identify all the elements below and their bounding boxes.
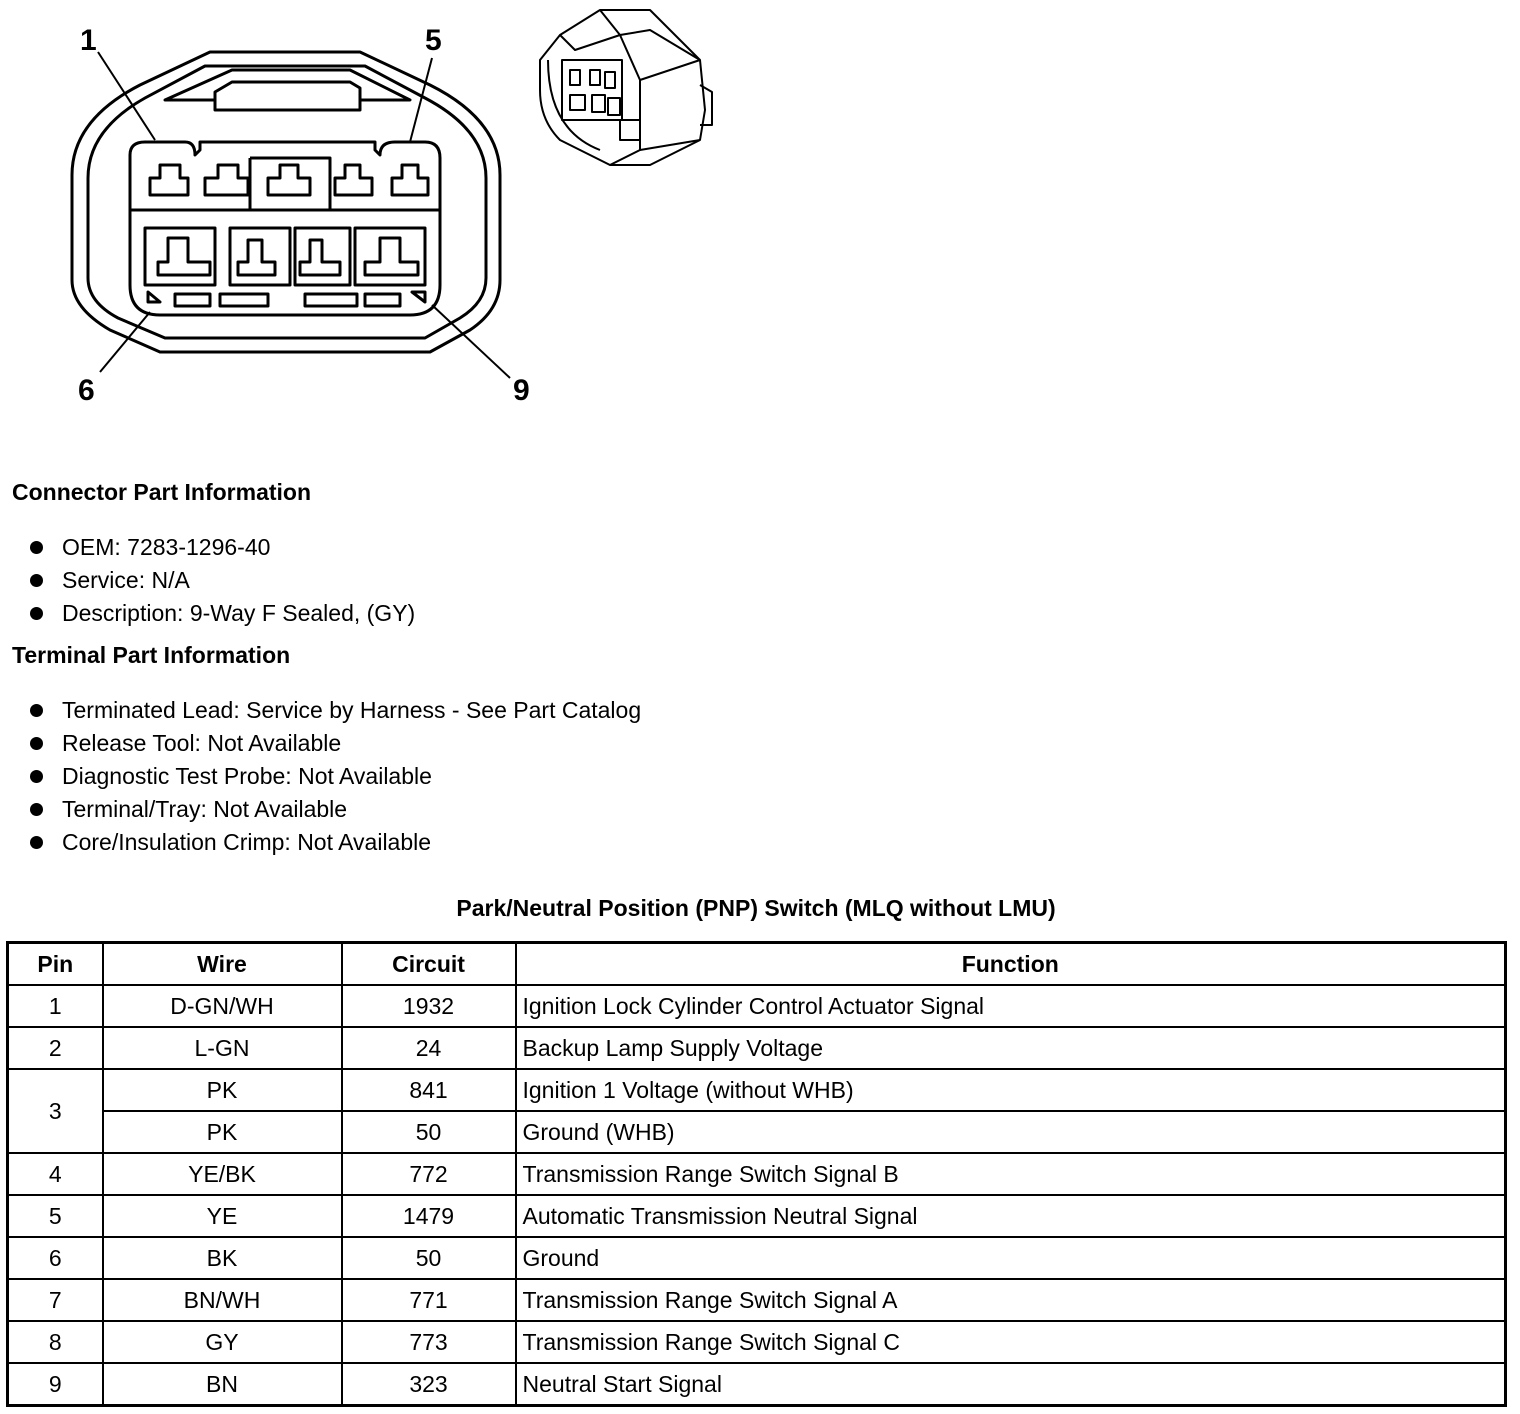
cell-circuit: 772 [342, 1153, 516, 1195]
pin-label-5: 5 [425, 24, 442, 57]
cell-pin: 5 [8, 1195, 103, 1237]
cell-wire: YE/BK [103, 1153, 342, 1195]
bullet-icon [30, 704, 43, 717]
cell-wire: GY [103, 1321, 342, 1363]
bullet-icon [30, 836, 43, 849]
header-wire: Wire [103, 943, 342, 986]
cell-wire: PK [103, 1111, 342, 1153]
cell-circuit: 323 [342, 1363, 516, 1406]
bullet-icon [30, 737, 43, 750]
cell-function: Transmission Range Switch Signal A [516, 1279, 1506, 1321]
header-circuit: Circuit [342, 943, 516, 986]
terminal-info-item [28, 826, 641, 859]
cell-pin: 2 [8, 1027, 103, 1069]
terminal-info-text: Release Tool: Not Available [62, 730, 342, 756]
cell-pin: 6 [8, 1237, 103, 1279]
header-function: Function [516, 943, 1506, 986]
terminal-info-text: Core/Insulation Crimp: Not Available [62, 829, 432, 855]
bullet-icon [30, 770, 43, 783]
terminal-info-item [28, 727, 641, 760]
cell-circuit: 1932 [342, 985, 516, 1027]
cell-pin: 8 [8, 1321, 103, 1363]
terminal-info-item [28, 694, 641, 727]
terminal-info-item [28, 760, 641, 793]
cell-wire: D-GN/WH [103, 985, 342, 1027]
bullet-icon [30, 574, 43, 587]
cell-function: Ignition Lock Cylinder Control Actuator Signal [516, 985, 1506, 1027]
bullet-icon [30, 541, 43, 554]
connector-info-text: Description: 9-Way F Sealed, (GY) [62, 600, 416, 626]
cell-function: Neutral Start Signal [516, 1363, 1506, 1406]
cell-pin: 4 [8, 1153, 103, 1195]
cell-circuit: 771 [342, 1279, 516, 1321]
cell-pin: 9 [8, 1363, 103, 1406]
connector-info-item [28, 597, 415, 630]
cell-circuit: 24 [342, 1027, 516, 1069]
connector-info-text: Service: N/A [62, 567, 190, 593]
cell-circuit: 50 [342, 1237, 516, 1279]
connector-info-title: Connector Part Information [12, 479, 312, 505]
terminal-info-list [28, 694, 641, 859]
cell-function: Backup Lamp Supply Voltage [516, 1027, 1506, 1069]
connector-info-text: OEM: 7283-1296-40 [62, 534, 271, 560]
cell-function: Automatic Transmission Neutral Signal [516, 1195, 1506, 1237]
table-header-row [8, 943, 1506, 986]
bullet-icon [30, 607, 43, 620]
terminal-info-title: Terminal Part Information [12, 642, 291, 668]
table-row [8, 1153, 1506, 1195]
pin-label-1: 1 [80, 24, 97, 57]
table-row [8, 1279, 1506, 1321]
table-row [8, 1363, 1506, 1406]
connector-diagram [0, 0, 760, 420]
cell-pin: 1 [8, 985, 103, 1027]
cell-function: Ground [516, 1237, 1506, 1279]
cell-function: Ignition 1 Voltage (without WHB) [516, 1069, 1506, 1111]
pin-label-9: 9 [513, 374, 530, 407]
cell-wire: BK [103, 1237, 342, 1279]
cell-wire: BN/WH [103, 1279, 342, 1321]
cell-wire: YE [103, 1195, 342, 1237]
pin-label-6: 6 [78, 374, 95, 407]
table-row [8, 985, 1506, 1027]
cell-function: Ground (WHB) [516, 1111, 1506, 1153]
pinout-table-title: Park/Neutral Position (PNP) Switch (MLQ without LMU) [456, 895, 1056, 921]
connector-info-item [28, 531, 415, 564]
table-row [8, 1237, 1506, 1279]
cell-wire: BN [103, 1363, 342, 1406]
cell-circuit: 773 [342, 1321, 516, 1363]
terminal-info-text: Terminated Lead: Service by Harness - See Part Catalog [62, 697, 642, 723]
connector-info-list [28, 531, 415, 630]
cell-circuit: 50 [342, 1111, 516, 1153]
cell-wire: L-GN [103, 1027, 342, 1069]
terminal-info-text: Diagnostic Test Probe: Not Available [62, 763, 432, 789]
table-row [8, 1321, 1506, 1363]
bullet-icon [30, 803, 43, 816]
cell-function: Transmission Range Switch Signal B [516, 1153, 1506, 1195]
cell-wire: PK [103, 1069, 342, 1111]
cell-function: Transmission Range Switch Signal C [516, 1321, 1506, 1363]
cell-circuit: 841 [342, 1069, 516, 1111]
table-row [8, 1069, 1506, 1111]
connector-isometric-view [540, 10, 712, 165]
table-row [8, 1027, 1506, 1069]
cell-pin: 7 [8, 1279, 103, 1321]
terminal-info-item [28, 793, 641, 826]
connector-info-item [28, 564, 415, 597]
header-pin: Pin [8, 943, 103, 986]
table-row [8, 1111, 1506, 1153]
cell-pin: 3 [8, 1069, 103, 1153]
terminal-info-text: Terminal/Tray: Not Available [62, 796, 348, 822]
pinout-table [6, 941, 1507, 1407]
table-row [8, 1195, 1506, 1237]
connector-face-view [72, 52, 510, 378]
cell-circuit: 1479 [342, 1195, 516, 1237]
